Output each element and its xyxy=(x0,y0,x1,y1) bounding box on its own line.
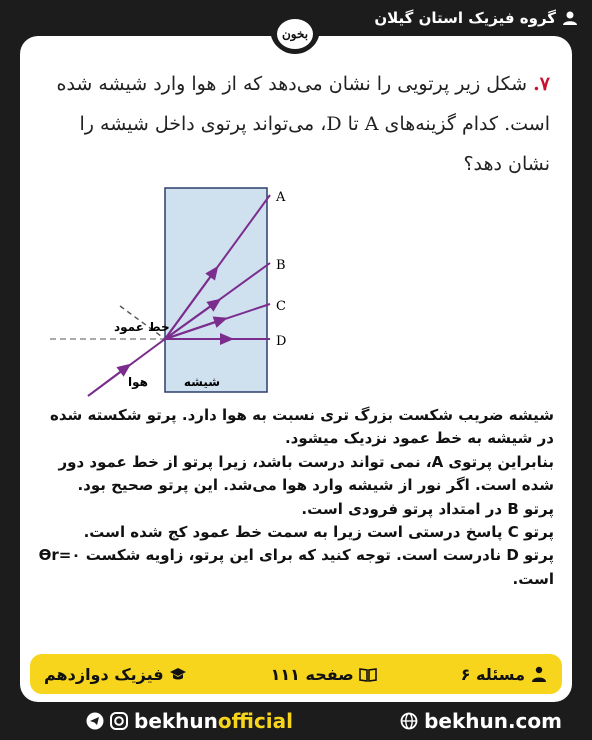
label-c: C xyxy=(276,299,286,314)
content-card xyxy=(20,36,572,702)
answer-line: پرتو C پاسخ درستی است زیرا به سمت خط عمود کج شده است. xyxy=(83,523,554,542)
book-title: فیزیک دوازدهم xyxy=(44,665,187,684)
question-text xyxy=(38,64,550,184)
logo-badge: بخون xyxy=(277,19,313,49)
question-number: ۷. xyxy=(533,73,550,95)
label-b: B xyxy=(276,258,286,273)
answer-line: شیشه ضریب شکست بزرگ تری نسبت به هوا دارد. پرتو شکسته شده در شیشه به خط عمود نزدیک میشود. xyxy=(50,406,554,448)
label-a: A xyxy=(276,190,286,205)
website-link[interactable]: bekhun.com xyxy=(400,709,562,733)
page-number: صفحه ۱۱۱ xyxy=(271,665,377,684)
glass-label: شیشه xyxy=(183,375,221,389)
globe-icon xyxy=(400,712,418,730)
air-label: هوا xyxy=(128,375,148,389)
answer-line: بنابراین پرتوی A، نمی تواند درست باشد، زیرا پرتو از خط عمود دور شده است. اگر نور از شیشه وارد هوا می‌شد. این پرتو صحیح بود. xyxy=(58,452,554,495)
user-icon xyxy=(562,10,578,26)
channel-header xyxy=(374,6,578,30)
telegram-icon xyxy=(86,712,104,730)
normal-label: خط عمود xyxy=(114,320,170,334)
channel-title: گروه فیزیک استان گیلان xyxy=(374,9,556,27)
answer-line: پرتو B در امتداد پرتو فرودی است. xyxy=(301,499,554,518)
instagram-icon xyxy=(110,712,128,730)
answer-explanation xyxy=(36,404,554,591)
graduation-cap-icon xyxy=(169,665,187,683)
answer-line: پرتو D نادرست است. توجه کنید که برای این پرتو، زاویه شکست ϴr=۰ است. xyxy=(38,546,554,588)
problem-number: مسئله ۶ xyxy=(461,665,548,684)
question-body: شکل زیر پرتویی را نشان می‌دهد که از هوا وارد شیشه شده است. کدام گزینه‌های A تا D، می‌تواند پرتوی داخل شیشه را نشان دهد؟ xyxy=(56,73,550,175)
label-d: D xyxy=(276,334,287,349)
info-footer xyxy=(30,654,562,694)
social-handle[interactable]: bekhunofficial xyxy=(86,709,293,733)
book-open-icon xyxy=(359,665,377,683)
refraction-diagram xyxy=(20,186,320,406)
social-bar xyxy=(0,706,592,736)
user-group-icon xyxy=(530,665,548,683)
